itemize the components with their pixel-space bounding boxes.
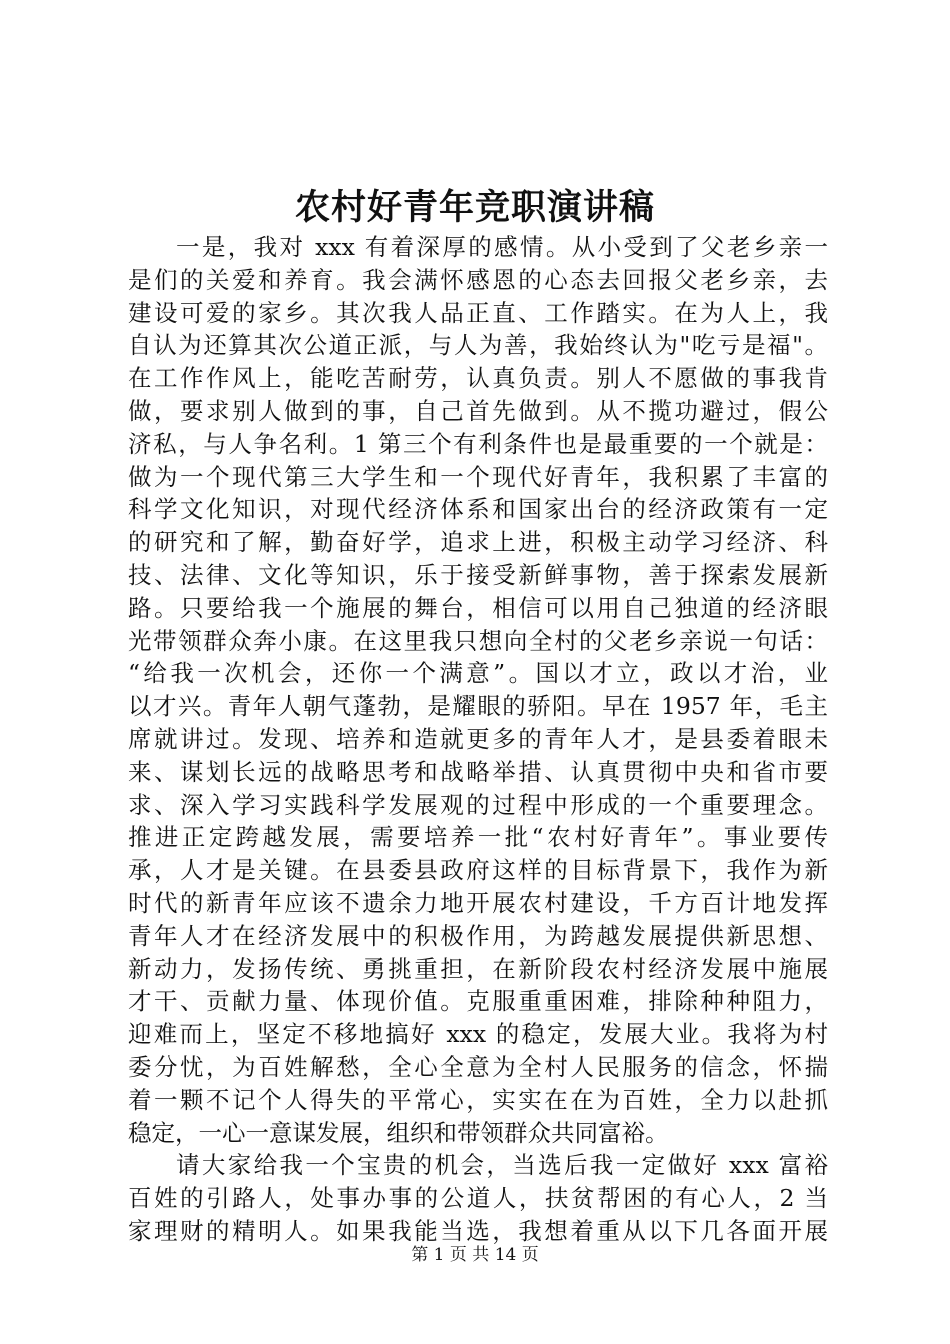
text-line: 在工作作风上，能吃苦耐劳，认真负责。别人不愿做的事我肯: [128, 364, 828, 393]
page-number-footer: 第 1 页 共 14 页: [411, 1245, 539, 1265]
text-line: 的研究和了解，勤奋好学，追求上进，积极主动学习经济、科: [128, 528, 828, 557]
text-line: 建设可爱的家乡。其次我人品正直、工作踏实。在为人上，我: [128, 298, 828, 327]
text-line: 委分忧，为百姓解愁，全心全意为全村人民服务的信念，怀揣: [128, 1052, 828, 1081]
document-title: 农村好青年竞职演讲稿: [294, 187, 655, 228]
text-line: 时代的新青年应该不遗余力地开展农村建设，千方百计地发挥: [128, 888, 828, 917]
document-body: [128, 231, 828, 1248]
text-line: 科学文化知识，对现代经济体系和国家出台的经济政策有一定: [128, 495, 828, 524]
text-line: 做，要求别人做到的事，自己首先做到。从不揽功避过，假公: [128, 396, 828, 425]
paragraph-1: [128, 231, 828, 1149]
text-line: 家理财的精明人。如果我能当选，我想着重从以下几各面开展: [128, 1216, 828, 1245]
text-line: 济私，与人争名利。1 第三个有利条件也是最重要的一个就是：: [128, 429, 828, 458]
text-line: 青年人才在经济发展中的积极作用，为跨越发展提供新思想、: [128, 921, 828, 950]
text-line: 迎难而上，坚定不移地搞好 xxx 的稳定，发展大业。我将为村: [128, 1020, 828, 1049]
text-line: 新动力，发扬传统、勇挑重担，在新阶段农村经济发展中施展: [128, 954, 828, 983]
text-line: 推进正定跨越发展，需要培养一批“农村好青年”。事业要传: [128, 823, 828, 852]
paragraph-2: [128, 1149, 828, 1247]
text-line: 请大家给我一个宝贵的机会，当选后我一定做好 xxx 富裕: [176, 1151, 828, 1180]
text-line: 自认为还算其次公道正派，与人为善，我始终认为"吃亏是福"。: [128, 331, 828, 360]
text-line: 光带领群众奔小康。在这里我只想向全村的父老乡亲说一句话：: [128, 626, 828, 655]
text-line: 承，人才是关键。在县委县政府这样的目标背景下，我作为新: [128, 856, 828, 885]
text-line: “给我一次机会，还你一个满意”。国以才立，政以才治，业: [128, 659, 828, 688]
text-line: 着一颗不记个人得失的平常心，实实在在为百姓，全力以赴抓: [128, 1085, 828, 1114]
text-line: 是们的关爱和养育。我会满怀感恩的心态去回报父老乡亲，去: [128, 265, 828, 294]
text-line: 求、深入学习实践科学发展观的过程中形成的一个重要理念。: [128, 790, 828, 819]
text-line: 席就讲过。发现、培养和造就更多的青年人才，是县委着眼未: [128, 724, 828, 753]
text-line: 才干、贡献力量、体现价值。克服重重困难，排除种种阻力，: [128, 987, 828, 1016]
text-line: 百姓的引路人，处事办事的公道人，扶贫帮困的有心人，2 当: [128, 1184, 828, 1213]
text-line: 以才兴。青年人朝气蓬勃，是耀眼的骄阳。早在 1957 年，毛主: [128, 692, 828, 721]
text-line: 来、谋划长远的战略思考和战略举措、认真贯彻中央和省市要: [128, 757, 828, 786]
text-line: 路。只要给我一个施展的舞台，相信可以用自己独道的经济眼: [128, 593, 828, 622]
text-line: 技、法律、文化等知识，乐于接受新鲜事物，善于探索发展新: [128, 560, 828, 589]
text-line: 做为一个现代第三大学生和一个现代好青年，我积累了丰富的: [128, 462, 828, 491]
text-line: 一是，我对 xxx 有着深厚的感情。从小受到了父老乡亲一: [176, 233, 828, 261]
text-line: 稳定，一心一意谋发展，组织和带领群众共同富裕。: [128, 1118, 669, 1147]
